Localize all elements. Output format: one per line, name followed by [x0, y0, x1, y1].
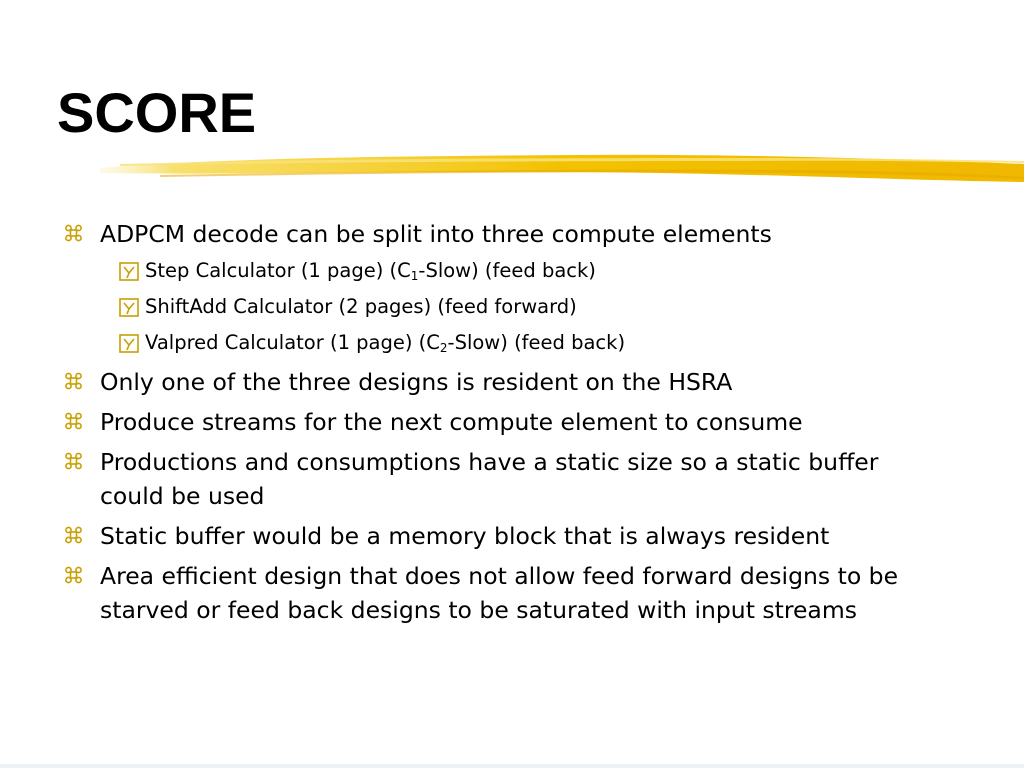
bullet-item — [60, 217, 990, 251]
bullet-item — [60, 445, 990, 513]
sub-bullet-text — [145, 259, 596, 282]
bullet-text-line-1: Productions and consumptions have a static size so a static buffer — [100, 448, 879, 476]
bullet-item — [60, 519, 990, 553]
bullet-text: Only one of the three designs is resident on the HSRA — [100, 368, 733, 396]
command-key-icon — [63, 405, 85, 439]
bullet-item — [60, 405, 990, 439]
sub-bullet-text-post: -Slow) (feed back) — [418, 259, 596, 282]
bullet-text-line-2: could be used — [100, 482, 265, 510]
sub-bullet-text-pre: Valpred Calculator (1 page) (C — [145, 331, 440, 354]
sub-bullet-item — [60, 329, 990, 357]
command-key-icon — [63, 559, 85, 593]
sub-bullet-item — [60, 293, 990, 321]
command-key-icon — [63, 217, 85, 251]
sub-bullet-text-post: -Slow) (feed back) — [447, 331, 626, 354]
bullet-item — [60, 559, 990, 627]
checkbox-y-icon — [119, 334, 139, 353]
checkbox-y-icon — [119, 262, 139, 281]
bottom-rule — [0, 764, 1024, 768]
bullet-list — [60, 217, 990, 633]
command-key-icon — [63, 445, 85, 479]
command-key-icon — [63, 519, 85, 553]
sub-bullet-text-pre: Step Calculator (1 page) (C — [145, 259, 411, 282]
bullet-text: Static buffer would be a memory block that is always resident — [100, 522, 830, 550]
bullet-text: Produce streams for the next compute element to consume — [100, 408, 803, 436]
sub-bullet-text: ShiftAdd Calculator (2 pages) (feed forward) — [145, 295, 577, 318]
subscript: 1 — [410, 269, 419, 283]
command-key-icon — [63, 365, 85, 399]
bullet-text-line-1: Area efficient design that does not allow feed forward designs to be — [100, 562, 899, 590]
sub-bullet-item — [60, 257, 990, 285]
bullet-text-line-2: starved or feed back designs to be saturated with input streams — [100, 596, 857, 624]
checkbox-y-icon — [119, 298, 139, 317]
subscript: 2 — [439, 341, 448, 355]
bullet-text: ADPCM decode can be split into three compute elements — [100, 220, 772, 248]
bullet-item — [60, 365, 990, 399]
title-underline-brush — [100, 146, 1024, 188]
slide-title: SCORE — [57, 81, 257, 144]
sub-bullet-text — [145, 331, 625, 354]
